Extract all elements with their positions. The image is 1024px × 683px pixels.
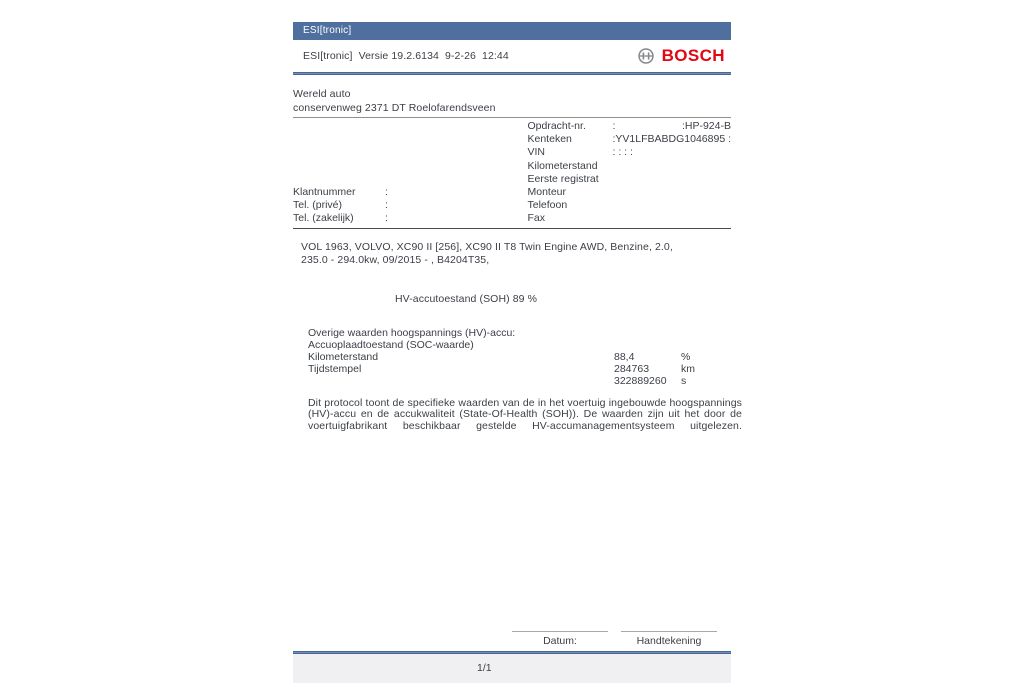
customer-address: conservenweg 2371 DT Roelofarendsveen	[293, 102, 496, 114]
field-label: Telefoon	[527, 199, 568, 212]
hv-unit: km	[681, 362, 695, 375]
field-kilometerstand	[528, 160, 732, 173]
field-label: Opdracht-nr.	[527, 120, 586, 132]
field-klantnummer	[293, 186, 528, 199]
header-divider	[293, 72, 731, 75]
hv-row-header	[308, 327, 731, 339]
field-separator: :	[385, 186, 388, 199]
field-value: : : : :	[612, 146, 633, 159]
field-label: Fax	[527, 212, 546, 225]
hv-value: 322889260	[614, 374, 667, 387]
field-eerste-registrat	[528, 173, 732, 186]
field-telefoon	[528, 199, 732, 212]
field-monteur	[528, 186, 732, 199]
hv-value: 88,4	[614, 350, 635, 363]
field-tel-zakelijk	[293, 212, 528, 225]
field-tel-prive	[293, 199, 528, 212]
field-label: Kilometerstand	[527, 159, 598, 172]
handtekening-block	[621, 631, 717, 647]
vehicle-description: VOL 1963, VOLVO, XC90 II [256], XC90 II T8 Twin Engine AWD, Benzine, 2.0, 235.0 - 294.0kw, 09/2015 - , B4204T35,	[301, 240, 673, 267]
hv-unit	[681, 339, 731, 351]
bosch-logo	[637, 46, 731, 66]
hv-unit: %	[681, 350, 691, 363]
field-value: :	[612, 120, 616, 132]
hv-row-tijdstempel	[308, 363, 731, 375]
field-label: Monteur	[527, 186, 567, 199]
field-label: Kenteken	[527, 133, 572, 146]
report-header	[293, 40, 731, 72]
hv-label: Kilometerstand	[308, 350, 379, 363]
field-vin	[528, 146, 732, 159]
bosch-armature-icon	[637, 47, 655, 65]
date-label: Datum:	[543, 635, 577, 647]
field-label: Tel. (privé)	[293, 199, 343, 212]
hv-row-seconds	[308, 375, 731, 387]
hv-value	[614, 339, 681, 351]
field-label: Klantnummer	[293, 186, 356, 199]
hv-value: 284763	[614, 362, 650, 375]
date-signature-block	[512, 631, 608, 647]
field-opdracht-nr	[528, 120, 732, 133]
field-separator: :	[385, 199, 388, 212]
report-document	[293, 0, 742, 683]
field-label: VIN	[527, 146, 546, 159]
field-value-right: :HP-924-B	[681, 120, 731, 132]
hv-value	[614, 327, 681, 339]
contact-fields	[293, 186, 528, 226]
version-info: ESI[tronic] Versie 19.2.6134 9-2-26 12:44	[303, 50, 509, 62]
handtekening-label: Handtekening	[636, 635, 702, 647]
soh-headline: HV-accutoestand (SOH) 89 %	[395, 292, 538, 305]
order-info-section	[293, 118, 731, 229]
hv-label	[308, 375, 614, 387]
hv-values-table	[308, 327, 731, 387]
customer-name: Wereld auto	[293, 88, 351, 100]
field-separator: :	[385, 212, 388, 225]
protocol-note: Dit protocol toont de specifieke waarden van de in het voertuig ingebouwde hoogspannings (HV)-accu en de accukwaliteit (State-Of-Health (SOH)). De waarden zijn uit het door de voertuigfabrikant beschikbaar gestelde HV-accumanagementsysteem uitgelezen.	[308, 396, 742, 432]
hv-unit: s	[681, 374, 687, 387]
customer-address-block	[293, 87, 731, 118]
hv-label: Accuoplaadtoestand (SOC-waarde)	[308, 338, 474, 351]
field-fax	[528, 212, 732, 225]
bosch-wordmark: BOSCH	[661, 46, 725, 65]
hv-label: Tijdstempel	[308, 362, 362, 375]
order-fields	[528, 118, 732, 226]
hv-unit	[681, 327, 731, 339]
signature-section	[293, 631, 731, 647]
hv-label: Overige waarden hoogspannings (HV)-accu:	[308, 326, 516, 339]
hv-row-soc	[308, 339, 731, 351]
hv-row-kilometerstand	[308, 351, 731, 363]
field-label: Tel. (zakelijk)	[293, 212, 354, 225]
field-value: :YV1LFBABDG1046895 :	[612, 133, 731, 146]
app-title: ESI[tronic]	[303, 25, 352, 36]
window-title-bar	[293, 22, 731, 40]
field-kenteken	[528, 133, 732, 146]
field-label: Eerste registrat	[527, 172, 599, 185]
page-footer	[293, 654, 731, 683]
page-indicator: 1/1	[477, 662, 492, 674]
